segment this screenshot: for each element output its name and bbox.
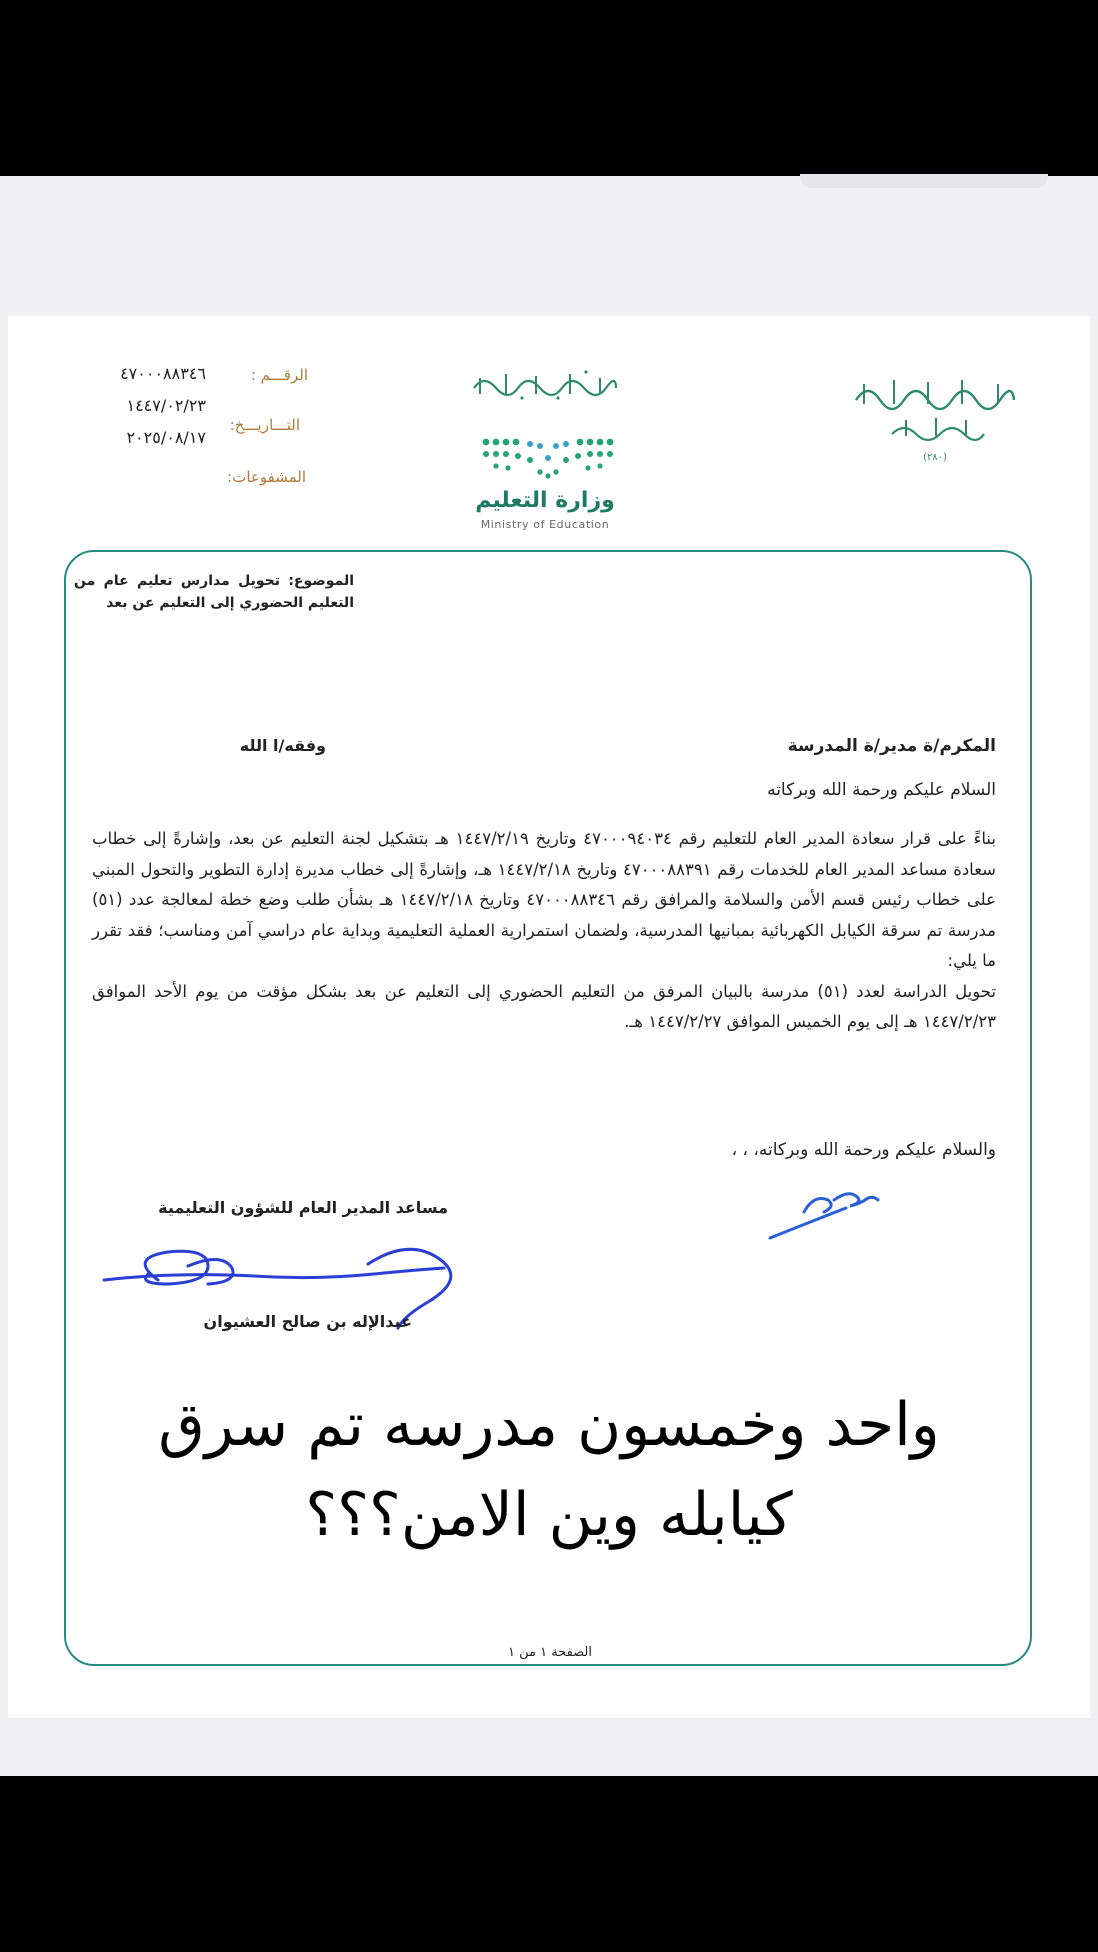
number-label: الرقـــم : — [250, 366, 308, 384]
blessing: وفقه/ا الله — [239, 736, 326, 755]
ministry-logo-icon — [478, 434, 618, 482]
subject-line — [74, 570, 354, 614]
subject-label: الموضوع: — [288, 573, 354, 589]
date-hijri: ١٤٤٧/٠٢/٢٣ — [126, 396, 206, 415]
overlay-caption — [70, 1380, 1028, 1560]
attachments-label: المشفوعات: — [227, 468, 306, 486]
bismillah-calligraphy — [466, 366, 626, 406]
letter-body — [92, 824, 996, 1038]
addressee: المكرم/ة مدير/ة المدرسة — [787, 736, 996, 756]
body-paragraph: بناءً على قرار سعادة المدير العام للتعليم رقم ٤٧٠٠٠٩٤٠٣٤ وتاريخ ١٤٤٧/٢/١٩ هـ بتشكيل لجنة التعليم عن بعد، وإشارةً إلى خطاب سعادة مساعد المدير العام للخدمات رقم ٤٧٠٠٠٨٨٣٩١ وتاريخ ١٤٤٧/٢/١٨ هـ، وإشارةً إلى خطاب مديرة إدارة التطوير والتحول المبني على خطاب رئيس قسم الأمن والسلامة والمرافق رقم ٤٧٠٠٠٨٨٣٤٦ وتاريخ ١٤٤٧/٢/١٨ هـ بشأن طلب وضع خطة لمعالجة عدد (٥١) مدرسة تم سرقة الكيابل الكهربائية بمبانيها المدرسية، ولضمان استمرارية العملية التعليمية وبداية عام دراسي آمن ومناسب؛ فقد تقرر ما يلي: — [92, 829, 996, 970]
page-number: الصفحة ١ من ١ — [507, 1645, 592, 1660]
date-gregorian: ٢٠٢٥/٠٨/١٧ — [126, 428, 206, 447]
signer-title: مساعد المدير العام للشؤون التعليمية — [158, 1198, 448, 1217]
caption-line: واحد وخمسون مدرسه تم سرق — [158, 1390, 940, 1460]
greeting: السلام عليكم ورحمة الله وبركاته — [767, 780, 996, 800]
ministry-name-english: Ministry of Education — [480, 518, 610, 531]
svg-text:(٢٨٠): (٢٨٠) — [923, 452, 947, 463]
closing-greeting: والسلام عليكم ورحمة الله وبركاته، ، ، — [731, 1140, 996, 1160]
top-bar-handle — [800, 174, 1048, 188]
number-value: ٤٧٠٠٠٨٨٣٤٦ — [120, 364, 206, 383]
ministry-name-arabic: وزارة التعليم — [475, 488, 615, 513]
date-label: التـــاريـــخ: — [229, 416, 300, 434]
caption-line: كيابله وين الامن؟؟؟ — [305, 1480, 793, 1550]
kingdom-logo-calligraphy — [850, 372, 1020, 464]
initials-mark — [764, 1178, 898, 1248]
subject-text: تحويل مدارس تعليم عام من التعليم الحضوري إلى التعليم عن بعد — [74, 573, 354, 611]
signer-name: عبدالإله بن صالح العشيوان — [203, 1312, 412, 1331]
body-paragraph: تحويل الدراسة لعدد (٥١) مدرسة بالبيان المرفق من التعليم الحضوري إلى التعليم عن بعد بشكل مؤقت من يوم الأحد الموافق ١٤٤٧/٢/٢٣ هـ إلى يوم الخميس الموافق ١٤٤٧/٢/٢٧ هـ. — [92, 981, 996, 1031]
